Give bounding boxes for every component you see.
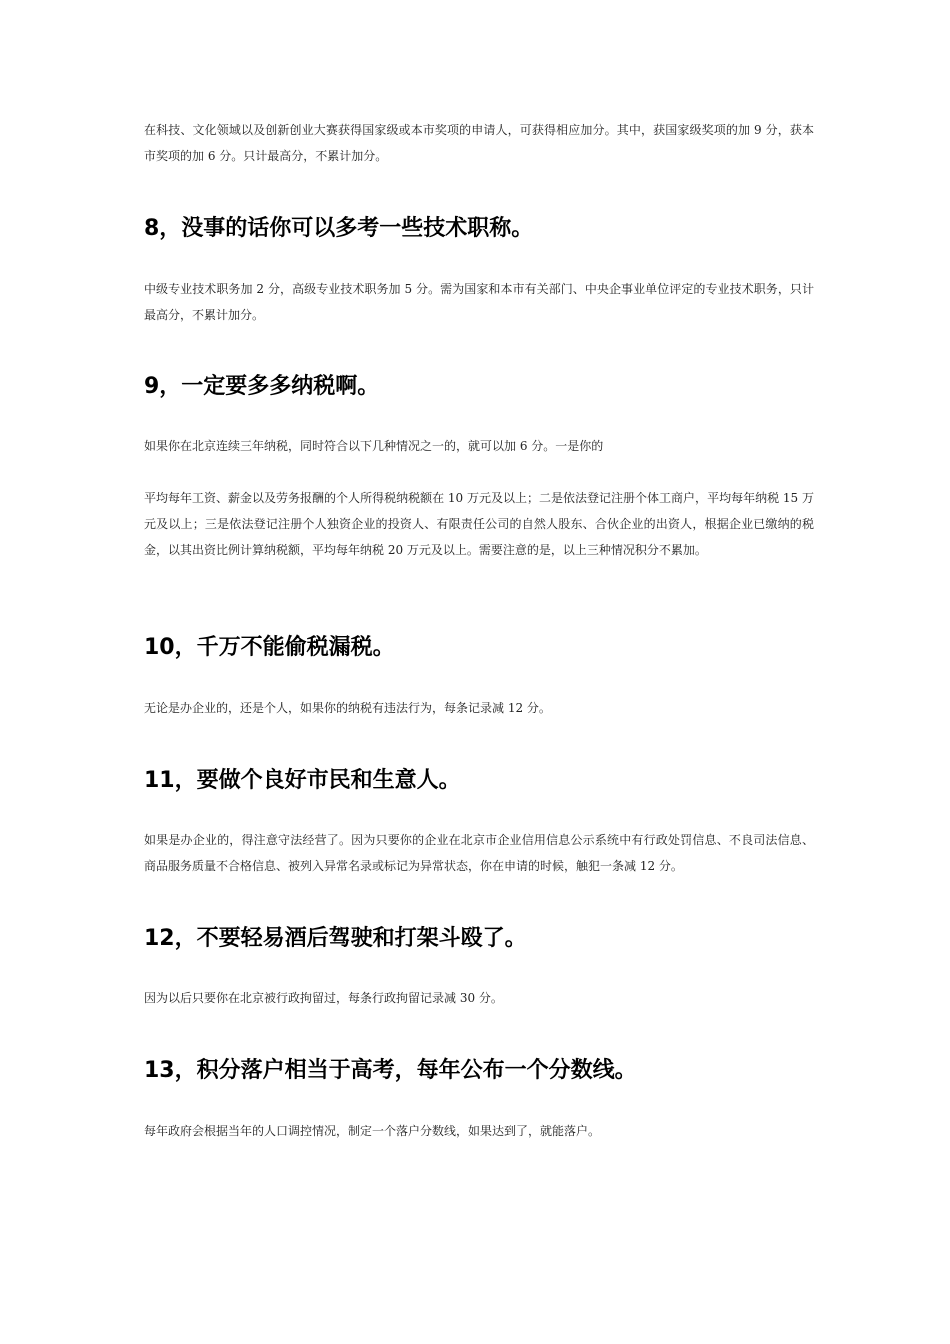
paragraph-tax-details: 平均每年工资、薪金以及劳务报酬的个人所得税纳税额在 10 万元及以上；二是依法登记注册个体工商户，平均每年纳税 15 万元及以上；三是依法登记注册个人独资企业的投资人、有限责任公司的自然人股东、合伙企业的出资人，根据企业已缴纳的税金，以其出资比例计算纳税额，平均每年纳税 20 万元及以上。需要注意的是，以上三种情况积分不累加。	[144, 491, 814, 557]
heading-section-8: 8，没事的话你可以多考一些技术职称。	[144, 216, 534, 241]
paragraph-awards: 在科技、文化领域以及创新创业大赛获得国家级或本市奖项的申请人，可获得相应加分。其中，获国家级奖项的加 9 分，获本市奖项的加 6 分。只计最高分，不累计加分。	[144, 123, 814, 163]
paragraph-business-credit: 如果是办企业的，得注意守法经营了。因为只要你的企业在北京市企业信用信息公示系统中有行政处罚信息、不良司法信息、商品服务质量不合格信息、被列入异常名录或标记为异常状态，你在申请的时候，触犯一条减 12 分。	[144, 833, 814, 873]
paragraph-detention: 因为以后只要你在北京被行政拘留过，每条行政拘留记录减 30 分。	[144, 991, 503, 1005]
heading-section-9: 9，一定要多多纳税啊。	[144, 374, 380, 399]
paragraph-titles: 中级专业技术职务加 2 分，高级专业技术职务加 5 分。需为国家和本市有关部门、中央企事业单位评定的专业技术职务，只计最高分，不累计加分。	[144, 282, 814, 322]
heading-section-10: 10，千万不能偷税漏税。	[144, 635, 395, 660]
heading-section-11: 11，要做个良好市民和生意人。	[144, 768, 461, 793]
paragraph-tax-evasion: 无论是办企业的，还是个人，如果你的纳税有违法行为，每条记录减 12 分。	[144, 701, 551, 715]
heading-section-13: 13，积分落户相当于高考，每年公布一个分数线。	[144, 1058, 637, 1083]
paragraph-tax-intro: 如果你在北京连续三年纳税，同时符合以下几种情况之一的，就可以加 6 分。一是你的	[144, 439, 604, 453]
heading-section-12: 12，不要轻易酒后驾驶和打架斗殴了。	[144, 926, 527, 951]
paragraph-score-line: 每年政府会根据当年的人口调控情况，制定一个落户分数线，如果达到了，就能落户。	[144, 1124, 601, 1138]
